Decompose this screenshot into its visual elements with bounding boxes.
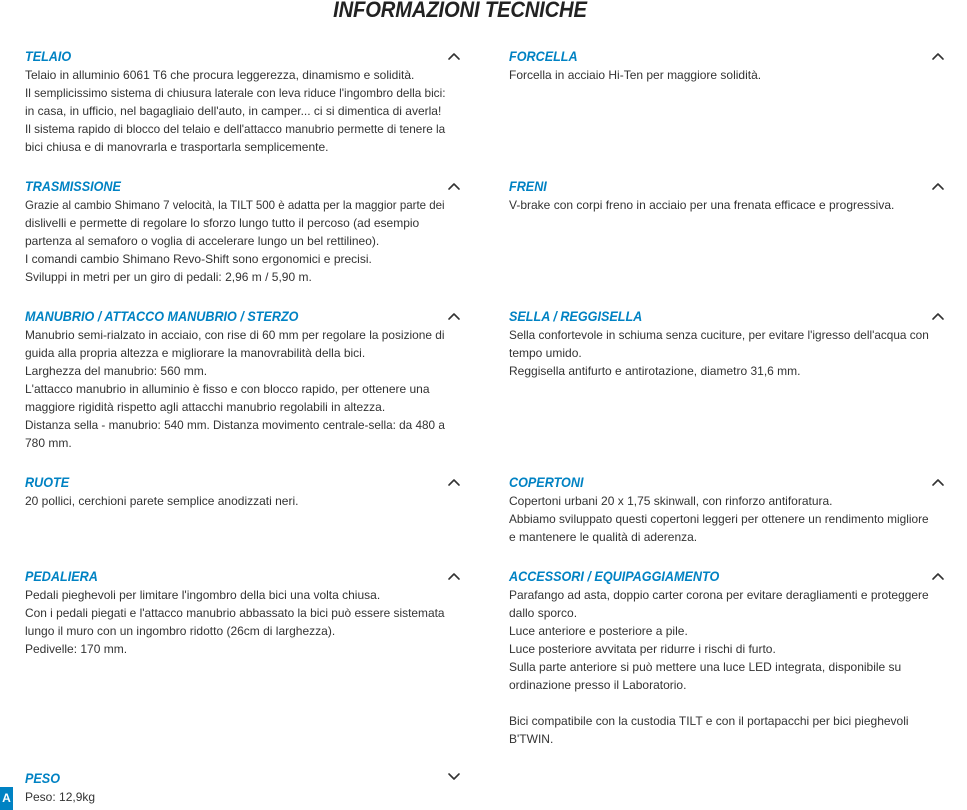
page-title: INFORMAZIONI TECNICHE <box>333 0 587 22</box>
chevron-up-icon[interactable] <box>931 309 945 323</box>
chevron-up-icon[interactable] <box>931 475 945 489</box>
section-ruote <box>25 473 445 510</box>
section-line: bici chiusa e di manovrarla e trasportarla semplicemente. <box>25 140 329 154</box>
section-body <box>25 196 445 286</box>
section-line: V-brake con corpi freno in acciaio per una frenata efficace e progressiva. <box>509 198 895 212</box>
section-line: I comandi cambio Shimano Revo-Shift sono ergonomici e precisi. <box>25 252 372 266</box>
section-line: Bici compatibile con la custodia TILT e con il portapacchi per bici pieghevoli <box>509 714 909 728</box>
section-header-ruote[interactable] <box>25 473 445 491</box>
section-line: Luce posteriore avvitata per ridurre i rischi di furto. <box>509 642 776 656</box>
section-body <box>509 196 929 214</box>
section-title: COPERTONI <box>509 474 584 490</box>
section-line: dallo sporco. <box>509 606 578 620</box>
chevron-up-icon[interactable] <box>447 569 461 583</box>
section-line: Forcella in acciaio Hi-Ten per maggiore solidità. <box>509 68 762 82</box>
section-line: Copertoni urbani 20 x 1,75 skinwall, con rinforzo antiforatura. <box>509 494 833 508</box>
section-line: Il semplicissimo sistema di chiusura laterale con leva riduce l'ingombro della bici: <box>25 86 446 100</box>
section-line: Peso: 12,9kg <box>25 790 96 804</box>
section-title: SELLA / REGGISELLA <box>509 308 643 324</box>
section-line: Distanza sella - manubrio: 540 mm. Distanza movimento centrale-sella: da 480 a <box>25 418 445 432</box>
section-body <box>509 586 929 748</box>
section-body <box>25 788 445 806</box>
chevron-up-icon[interactable] <box>931 179 945 193</box>
section-line: dislivelli e permette di regolare lo sforzo lungo tutto il percoso (ad esempio <box>25 216 420 230</box>
section-line: Pedivelle: 170 mm. <box>25 642 128 656</box>
section-body <box>25 66 445 156</box>
section-accessori <box>509 567 929 748</box>
section-line: Abbiamo sviluppato questi copertoni leggeri per ottenere un rendimento migliore <box>509 512 929 526</box>
section-trasmissione <box>25 177 445 286</box>
section-title: PEDALIERA <box>25 568 98 584</box>
section-forcella <box>509 47 929 84</box>
section-freni <box>509 177 929 214</box>
section-header-manubrio[interactable] <box>25 307 445 325</box>
section-title: FRENI <box>509 178 547 194</box>
section-peso <box>25 769 445 806</box>
section-line: Sviluppi in metri per un giro di pedali: 2,96 m / 5,90 m. <box>25 270 312 284</box>
section-telaio <box>25 47 445 156</box>
section-line: in casa, in ufficio, nel bagagliaio dell'auto, in camper... ci si dimentica di averla! <box>25 104 442 118</box>
section-line: Sulla parte anteriore si può mettere una luce LED integrata, disponibile su <box>509 660 902 674</box>
section-body <box>509 492 929 546</box>
section-line: L'attacco manubrio in alluminio è fisso e con blocco rapido, per ottenere una <box>25 382 430 396</box>
section-title: MANUBRIO / ATTACCO MANUBRIO / STERZO <box>25 308 299 324</box>
section-header-accessori[interactable] <box>509 567 929 585</box>
section-line: Sella confortevole in schiuma senza cuciture, per evitare l'igresso dell'acqua con <box>509 328 929 342</box>
section-header-freni[interactable] <box>509 177 929 195</box>
section-line: B'TWIN. <box>509 732 554 746</box>
section-line: e mantenere le qualità di aderenza. <box>509 530 698 544</box>
section-line: maggiore rigidità rispetto agli attacchi manubrio regolabili in altezza. <box>25 400 386 414</box>
section-header-trasmissione[interactable] <box>25 177 445 195</box>
section-line: Con i pedali piegati e l'attacco manubrio abbassato la bici può essere sistemata <box>25 606 445 620</box>
section-line: tempo umido. <box>509 346 582 360</box>
accessibility-badge[interactable]: A <box>0 787 13 810</box>
section-header-sella[interactable] <box>509 307 929 325</box>
paragraph-gap <box>509 694 929 712</box>
chevron-up-icon[interactable] <box>447 309 461 323</box>
section-line: Il sistema rapido di blocco del telaio e dell'attacco manubrio permette di tenere la <box>25 122 446 136</box>
section-header-peso[interactable] <box>25 769 445 787</box>
chevron-down-icon[interactable] <box>447 769 461 783</box>
section-title: TRASMISSIONE <box>25 178 121 194</box>
chevron-up-icon[interactable] <box>447 475 461 489</box>
section-sella <box>509 307 929 380</box>
section-line: lungo il muro con un ingombro ridotto (26cm di larghezza). <box>25 624 336 638</box>
section-line: Pedali pieghevoli per limitare l'ingombro della bici una volta chiusa. <box>25 588 381 602</box>
section-line: Telaio in alluminio 6061 T6 che procura leggerezza, dinamismo e solidità. <box>25 68 415 82</box>
section-body <box>509 326 929 380</box>
section-header-forcella[interactable] <box>509 47 929 65</box>
section-body <box>509 66 929 84</box>
section-title: ACCESSORI / EQUIPAGGIAMENTO <box>509 568 720 584</box>
section-line: ordinazione presso il Laboratorio. <box>509 678 687 692</box>
section-copertoni <box>509 473 929 546</box>
section-pedaliera <box>25 567 445 658</box>
section-title: PESO <box>25 770 61 786</box>
section-line: Manubrio semi-rialzato in acciaio, con rise di 60 mm per regolare la posizione di <box>25 328 445 342</box>
section-title: FORCELLA <box>509 48 578 64</box>
section-line: Parafango ad asta, doppio carter corona per evitare deragliamenti e proteggere <box>509 588 929 602</box>
section-body <box>25 492 445 510</box>
section-header-pedaliera[interactable] <box>25 567 445 585</box>
section-line: 20 pollici, cerchioni parete semplice anodizzati neri. <box>25 494 299 508</box>
section-manubrio <box>25 307 445 452</box>
section-title: RUOTE <box>25 474 70 490</box>
section-body <box>25 586 445 658</box>
section-line: Larghezza del manubrio: 560 mm. <box>25 364 208 378</box>
section-line: guida alla propria altezza e migliorare la manovrabilità della bici. <box>25 346 366 360</box>
section-line: Grazie al cambio Shimano 7 velocità, la TILT 500 è adatta per la maggior parte dei <box>25 198 445 212</box>
section-line: 780 mm. <box>25 436 72 450</box>
section-title: TELAIO <box>25 48 72 64</box>
section-line: partenza al semaforo o voglia di accelerare lungo un bel rettilineo). <box>25 234 380 248</box>
section-line: Reggisella antifurto e antirotazione, diametro 31,6 mm. <box>509 364 801 378</box>
section-header-copertoni[interactable] <box>509 473 929 491</box>
chevron-up-icon[interactable] <box>447 179 461 193</box>
chevron-up-icon[interactable] <box>931 569 945 583</box>
chevron-up-icon[interactable] <box>447 49 461 63</box>
section-body <box>25 326 445 452</box>
section-header-telaio[interactable] <box>25 47 445 65</box>
section-line: Luce anteriore e posteriore a pile. <box>509 624 688 638</box>
chevron-up-icon[interactable] <box>931 49 945 63</box>
